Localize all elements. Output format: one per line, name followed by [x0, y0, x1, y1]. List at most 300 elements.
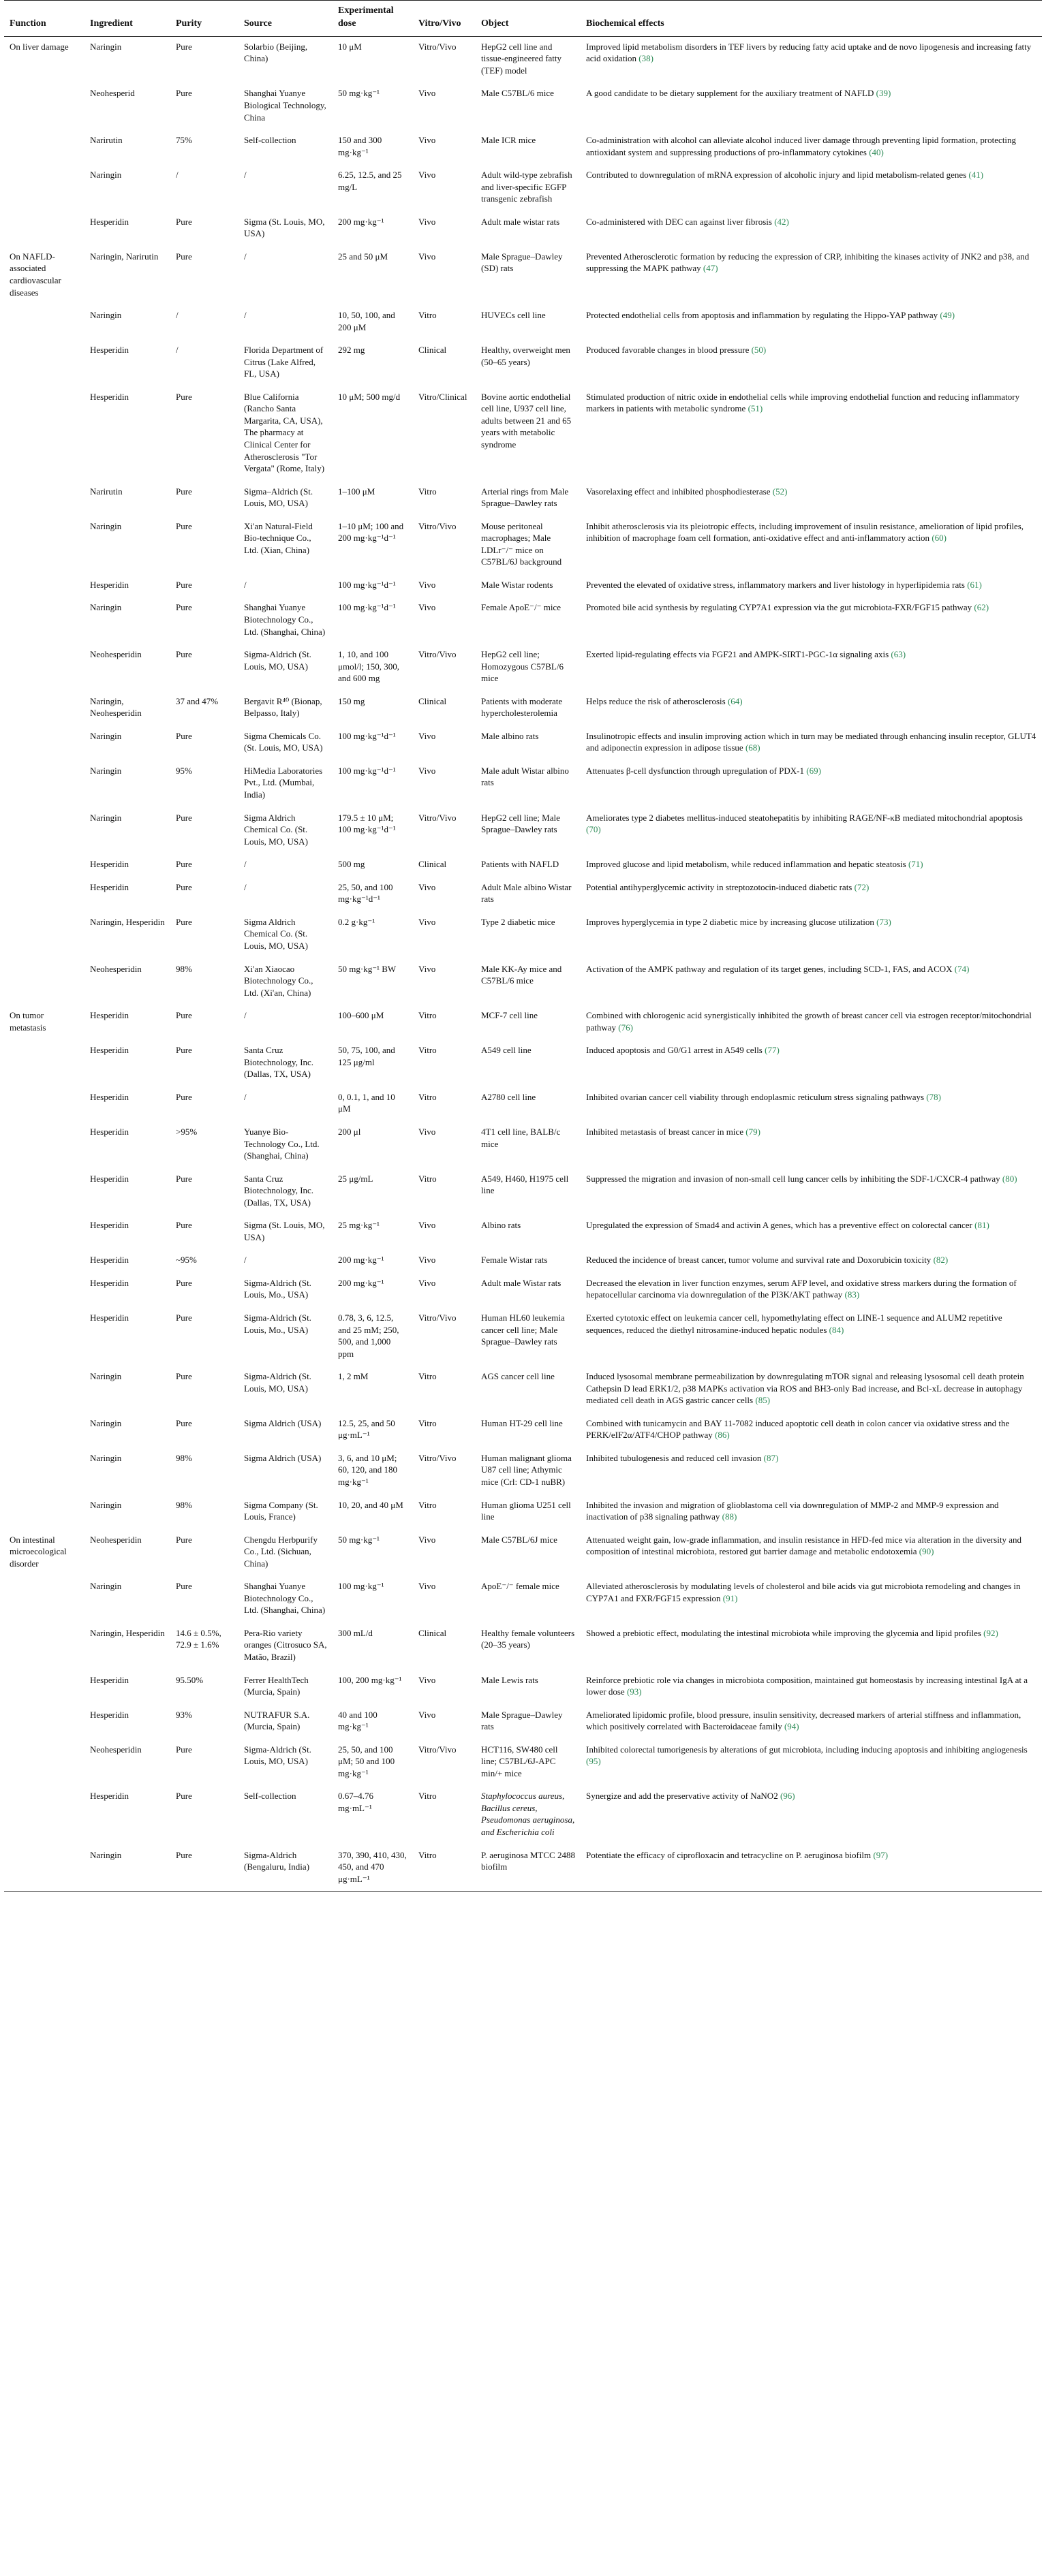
reference-link[interactable]: (50): [751, 345, 767, 356]
cell-ingredient: Naringin: [90, 1452, 122, 1463]
cell-source: Sigma Aldrich Chemical Co. (St. Louis, MO, USA): [244, 812, 308, 847]
reference-link[interactable]: (90): [919, 1546, 934, 1557]
cell-experimental-dose: 25, 50, and 100 mg·kg⁻¹d⁻¹: [338, 881, 393, 905]
effect-text: Reinforce prebiotic role via changes in microbiota composition, maintained gut homeostasis by increasing intestinal IgA at a lower dose: [586, 1674, 1028, 1697]
reference-link[interactable]: (76): [618, 1022, 633, 1033]
cell-source: Sigma Company (St. Louis, France): [244, 1499, 318, 1522]
table-row: [4, 1040, 1042, 1087]
cell-ingredient: Hesperidin: [90, 1312, 129, 1323]
reference-link[interactable]: (72): [854, 881, 870, 892]
cell-biochemical-effects: [581, 854, 1042, 877]
table-row: [4, 726, 1042, 761]
cell-function: [4, 761, 84, 808]
effect-text: Produced favorable changes in blood pressure: [586, 345, 750, 356]
table-row: [4, 854, 1042, 877]
reference-link[interactable]: (38): [639, 53, 653, 64]
cell-object: HepG2 cell line and tissue-engineered fatty (TEF) model: [481, 41, 562, 76]
reference-link[interactable]: (71): [908, 859, 923, 870]
cell-function: [4, 1215, 84, 1250]
cell-biochemical-effects: [581, 597, 1042, 644]
effect-text: Induced apoptosis and G0/G1 arrest in A549 cells: [586, 1045, 763, 1056]
cell-experimental-dose: 50 mg·kg⁻¹: [338, 1534, 380, 1545]
cell-biochemical-effects: [581, 1670, 1042, 1705]
cell-function: [4, 808, 84, 855]
reference-link[interactable]: (77): [765, 1045, 780, 1056]
cell-purity: Pure: [176, 602, 192, 613]
cell-purity: Pure: [176, 579, 192, 590]
cell-source: /: [244, 859, 247, 870]
cell-biochemical-effects: [581, 1215, 1042, 1250]
cell-object: Female ApoE⁻/⁻ mice: [481, 602, 561, 613]
cell-purity: Pure: [176, 1371, 192, 1382]
cell-experimental-dose: 1–10 μM; 100 and 200 mg·kg⁻¹d⁻¹: [338, 520, 404, 544]
cell-object: Male Wistar rodents: [481, 579, 553, 590]
cell-source: Sigma (St. Louis, MO, USA): [244, 1220, 325, 1242]
cell-function: [4, 877, 84, 912]
table-row: [4, 1576, 1042, 1623]
cell-object: Male Sprague–Dawley rats: [481, 1709, 563, 1732]
cell-ingredient: Naringin: [90, 310, 122, 321]
cell-source: /: [244, 579, 247, 590]
cell-function: [4, 1623, 84, 1670]
table-row: [4, 482, 1042, 516]
cell-purity: Pure: [176, 251, 192, 262]
table-row: [4, 1845, 1042, 1892]
effect-text: Potential antihyperglycemic activity in streptozotocin-induced diabetic rats: [586, 881, 852, 892]
cell-ingredient: Naringin: [90, 812, 122, 823]
table-row: [4, 1740, 1042, 1787]
cell-purity: 75%: [176, 135, 192, 146]
cell-object: Arterial rings from Male Sprague–Dawley rats: [481, 486, 569, 509]
cell-ingredient: Hesperidin: [90, 1010, 129, 1021]
cell-biochemical-effects: [581, 1040, 1042, 1087]
cell-biochemical-effects: [581, 1576, 1042, 1623]
cell-function: [4, 482, 84, 516]
reference-link[interactable]: (81): [974, 1220, 989, 1231]
cell-object: Human HL60 leukemia cancer cell line; Male Sprague–Dawley rats: [481, 1312, 565, 1347]
cell-object: Type 2 diabetic mice: [481, 916, 555, 927]
cell-source: Self-collection: [244, 1791, 296, 1802]
cell-biochemical-effects: [581, 1845, 1042, 1892]
cell-purity: Pure: [176, 1312, 192, 1323]
cell-experimental-dose: 500 mg: [338, 859, 365, 870]
cell-vitro-vivo: Vitro: [418, 1045, 437, 1056]
cell-vitro-vivo: Vitro: [418, 1173, 437, 1184]
cell-source: Pera-Rio variety oranges (Citrosuco SA, Matão, Brazil): [244, 1627, 327, 1663]
cell-function: [4, 1169, 84, 1216]
cell-source: Sigma Chemicals Co. (St. Louis, MO, USA): [244, 730, 323, 753]
reference-link[interactable]: (96): [780, 1791, 795, 1802]
reference-link[interactable]: (84): [829, 1324, 844, 1335]
cell-source: /: [244, 170, 247, 180]
cell-biochemical-effects: [581, 165, 1042, 212]
cell-ingredient: Hesperidin: [90, 579, 129, 590]
cell-object: Healthy, overweight men (50–65 years): [481, 345, 570, 367]
cell-ingredient: Hesperidin: [90, 881, 129, 892]
effect-text: Improves hyperglycemia in type 2 diabetic mice by increasing glucose utilization: [586, 916, 874, 927]
cell-function: [4, 1308, 84, 1366]
cell-vitro-vivo: Vitro: [418, 310, 437, 321]
cell-experimental-dose: 0, 0.1, 1, and 10 μM: [338, 1091, 395, 1114]
cell-purity: Pure: [176, 1010, 192, 1021]
cell-ingredient: Naringin: [90, 765, 122, 776]
header-purity: Purity: [170, 1, 239, 37]
table-row: [4, 1530, 1042, 1577]
cell-experimental-dose: 6.25, 12.5, and 25 mg/L: [338, 170, 402, 192]
cell-vitro-vivo: Clinical: [418, 859, 447, 870]
table-row: [4, 1273, 1042, 1308]
cell-experimental-dose: 100 mg·kg⁻¹d⁻¹: [338, 579, 396, 590]
cell-function: [4, 1705, 84, 1740]
cell-experimental-dose: 1–100 μM: [338, 486, 375, 497]
cell-source: Sigma-Aldrich (St. Louis, MO, USA): [244, 1744, 311, 1767]
cell-ingredient: Neohesperidin: [90, 963, 142, 974]
reference-link[interactable]: (49): [940, 310, 955, 321]
cell-experimental-dose: 0.67–4.76 mg·mL⁻¹: [338, 1791, 373, 1813]
cell-object: P. aeruginosa MTCC 2488 biofilm: [476, 1845, 581, 1892]
cell-ingredient: Neohesperidin: [90, 1744, 142, 1755]
cell-vitro-vivo: Vivo: [418, 881, 436, 892]
cell-source: /: [244, 251, 247, 262]
cell-purity: Pure: [176, 1581, 192, 1592]
cell-object: HCT116, SW480 cell line; C57BL/6J-APC min/+ mice: [481, 1744, 558, 1778]
cell-ingredient: Naringin: [90, 602, 122, 613]
table-row: [4, 340, 1042, 387]
cell-biochemical-effects: [581, 83, 1042, 130]
reference-link[interactable]: (69): [806, 765, 821, 776]
reference-link[interactable]: (97): [873, 1849, 889, 1860]
cell-ingredient: Naringin: [90, 730, 122, 741]
cell-vitro-vivo: Vitro/Vivo: [418, 520, 457, 531]
cell-experimental-dose: 200 mg·kg⁻¹: [338, 1277, 384, 1288]
cell-experimental-dose: 12.5, 25, and 50 μg·mL⁻¹: [338, 1417, 395, 1441]
cell-object: Male Sprague–Dawley (SD) rats: [481, 251, 563, 274]
reference-link[interactable]: (73): [876, 916, 891, 927]
cell-source: /: [244, 310, 247, 321]
cell-function: [4, 1087, 84, 1122]
cell-purity: Pure: [176, 1417, 192, 1428]
cell-purity: Pure: [176, 916, 192, 927]
reference-link[interactable]: (86): [715, 1430, 730, 1441]
cell-function: [4, 212, 84, 247]
cell-function: [4, 726, 84, 761]
cell-object: A549 cell line: [481, 1045, 532, 1056]
cell-biochemical-effects: [581, 808, 1042, 855]
reference-link[interactable]: (52): [772, 486, 788, 497]
cell-biochemical-effects: [581, 1623, 1042, 1670]
reference-link[interactable]: (92): [983, 1627, 998, 1638]
effect-text: Combined with chlorogenic acid synergistically inhibited the growth of breast cancer cell via estrogen receptor/mitochondrial pathway: [586, 1010, 1032, 1033]
compound-effects-table: [4, 0, 1042, 1892]
effect-text: Inhibited colorectal tumorigenesis by alterations of gut microbiota, including inducing apoptosis and inhibiting angiogenesis: [586, 1744, 1028, 1755]
cell-ingredient: Hesperidin: [90, 345, 129, 356]
cell-object: Human HT-29 cell line: [481, 1417, 563, 1428]
cell-ingredient: Narirutin: [90, 135, 123, 146]
cell-ingredient: Hesperidin: [90, 1709, 129, 1720]
cell-ingredient: Naringin: [90, 1417, 122, 1428]
cell-experimental-dose: 150 mg: [338, 695, 365, 706]
reference-link[interactable]: (95): [586, 1756, 601, 1767]
cell-source: /: [244, 881, 247, 892]
cell-ingredient: Neohesperid: [90, 88, 135, 99]
cell-biochemical-effects: [581, 644, 1042, 691]
cell-ingredient: Hesperidin: [90, 1791, 129, 1802]
reference-link[interactable]: (60): [932, 533, 947, 544]
cell-vitro-vivo: Vivo: [418, 1126, 436, 1137]
effect-text: Insulinotropic effects and insulin improving action which in turn may be mediated through enhancing insulin receptor, GLUT4 and adiponectin expression in adipose tissue: [586, 730, 1036, 753]
cell-function: [4, 597, 84, 644]
cell-experimental-dose: 0.78, 3, 6, 12.5, and 25 mM; 250, 500, and 1,000 ppm: [338, 1312, 399, 1359]
cell-biochemical-effects: [581, 387, 1042, 482]
cell-biochemical-effects: [581, 1308, 1042, 1366]
reference-link[interactable]: (41): [968, 170, 984, 180]
cell-vitro-vivo: Vitro/Vivo: [418, 1452, 457, 1463]
cell-biochemical-effects: [581, 247, 1042, 305]
cell-vitro-vivo: Vitro: [418, 486, 437, 497]
cell-experimental-dose: 300 mL/d: [338, 1627, 373, 1638]
cell-function: [4, 1576, 84, 1623]
cell-purity: Pure: [176, 1045, 192, 1056]
cell-ingredient: Naringin: [90, 520, 122, 531]
cell-function: [4, 575, 84, 598]
reference-link[interactable]: (83): [844, 1289, 860, 1300]
cell-experimental-dose: 370, 390, 410, 430, 450, and 470 μg·mL⁻¹: [333, 1845, 413, 1892]
cell-vitro-vivo: Vivo: [418, 602, 436, 613]
cell-purity: Pure: [176, 1173, 192, 1184]
effect-text: Reduced the incidence of breast cancer, tumor volume and survival rate and Doxorubicin toxicity: [586, 1255, 932, 1266]
cell-source: Chengdu Herbpurify Co., Ltd. (Sichuan, China): [244, 1534, 318, 1569]
cell-object: Adult Male albino Wistar rats: [481, 881, 572, 905]
cell-ingredient: Hesperidin: [90, 1126, 129, 1137]
cell-function: [4, 1495, 84, 1530]
cell-object: Male KK-Ay mice and C57BL/6 mice: [481, 963, 562, 986]
reference-link[interactable]: (62): [974, 602, 989, 613]
cell-function: [4, 854, 84, 877]
table-row: [4, 247, 1042, 305]
cell-vitro-vivo: Vivo: [418, 88, 436, 99]
effect-text: Activation of the AMPK pathway and regulation of its target genes, including SCD-1, FAS, and ACOX: [586, 963, 953, 974]
reference-link[interactable]: (51): [748, 403, 763, 414]
cell-source: Xi'an Natural-Field Bio-technique Co., Ltd. (Xian, China): [244, 520, 313, 555]
reference-link[interactable]: (64): [727, 695, 743, 706]
effect-text: Ameliorated lipidomic profile, blood pressure, insulin sensitivity, decreased markers of arterial stiffness and inflammation, which positively correlated with Bacteroidaceae family: [586, 1709, 1021, 1732]
cell-ingredient: Narirutin: [90, 486, 123, 497]
cell-purity: Pure: [176, 41, 192, 52]
cell-function: [4, 1273, 84, 1308]
reference-link[interactable]: (39): [876, 88, 891, 99]
cell-experimental-dose: 25 and 50 μM: [338, 251, 388, 262]
table-row: [4, 877, 1042, 912]
cell-ingredient: Naringin: [90, 170, 122, 180]
cell-function: [4, 1786, 84, 1844]
cell-ingredient: Hesperidin: [90, 859, 129, 870]
reference-link[interactable]: (88): [722, 1511, 737, 1522]
cell-experimental-dose: 10 μM: [338, 41, 362, 52]
cell-vitro-vivo: Vitro/Vivo: [418, 41, 457, 52]
cell-biochemical-effects: [581, 340, 1042, 387]
cell-ingredient: Naringin: [90, 1581, 122, 1592]
cell-object: Male ICR mice: [481, 135, 536, 146]
header-ingredient: Ingredient: [84, 1, 170, 37]
cell-function: [4, 959, 84, 1006]
cell-function: [4, 1740, 84, 1787]
table-row: [4, 1786, 1042, 1844]
cell-vitro-vivo: Vitro: [418, 1371, 437, 1382]
table-row: [4, 516, 1042, 575]
reference-link[interactable]: (79): [745, 1126, 760, 1137]
cell-source: /: [244, 1091, 247, 1102]
table-row: [4, 36, 1042, 83]
cell-purity: 93%: [176, 1709, 192, 1720]
cell-vitro-vivo: Vivo: [418, 135, 436, 146]
effect-text: Promoted bile acid synthesis by regulating CYP7A1 expression via the gut microbiota-FXR/FGF15 pathway: [586, 602, 972, 613]
cell-source: Shanghai Yuanye Biotechnology Co., Ltd. (Shanghai, China): [244, 602, 326, 637]
cell-purity: /: [176, 345, 179, 356]
cell-experimental-dose: 150 and 300 mg·kg⁻¹: [338, 135, 382, 157]
cell-vitro-vivo: Vitro/Clinical: [418, 391, 467, 402]
reference-link[interactable]: (91): [722, 1592, 738, 1603]
table-row: [4, 691, 1042, 726]
cell-ingredient: Naringin: [90, 41, 122, 52]
cell-object: Male Lewis rats: [481, 1674, 538, 1685]
effect-text: Contributed to downregulation of mRNA expression of alcoholic injury and lipid metabolism-related genes: [586, 170, 967, 180]
cell-vitro-vivo: Vivo: [418, 916, 436, 927]
cell-vitro-vivo: Vitro: [418, 1791, 437, 1802]
reference-link[interactable]: (85): [755, 1395, 771, 1406]
cell-experimental-dose: 292 mg: [338, 345, 365, 356]
reference-link[interactable]: (82): [933, 1255, 949, 1266]
reference-link[interactable]: (93): [626, 1686, 642, 1697]
cell-object: HUVECs cell line: [481, 310, 546, 321]
effect-text: Helps reduce the risk of atherosclerosis: [586, 695, 726, 706]
cell-biochemical-effects: [581, 575, 1042, 598]
effect-text: Improved glucose and lipid metabolism, while reduced inflammation and hepatic steatosis: [586, 859, 906, 870]
cell-function: [4, 1845, 84, 1892]
table-row: [4, 1670, 1042, 1705]
effect-text: Decreased the elevation in liver function enzymes, serum AFP level, and oxidative stress markers during the formation of hepatocellular carcinoma via downregulation of the PI3K/AKT pathway: [586, 1277, 1017, 1300]
cell-biochemical-effects: [581, 912, 1042, 959]
cell-ingredient: Hesperidin: [90, 216, 129, 227]
cell-biochemical-effects: [581, 726, 1042, 761]
cell-biochemical-effects: [581, 482, 1042, 516]
cell-vitro-vivo: Clinical: [418, 345, 447, 356]
cell-vitro-vivo: Vitro: [418, 1010, 437, 1021]
cell-object: Patients with NAFLD: [481, 859, 559, 870]
effect-text: Inhibited metastasis of breast cancer in mice: [586, 1126, 744, 1137]
cell-biochemical-effects: [581, 1530, 1042, 1577]
effect-text: Combined with tunicamycin and BAY 11-7082 induced apoptotic cell death in colon cancer via oxidative stress and the PERK/eIF2α/ATF4/CHOP pathway: [586, 1417, 1010, 1441]
reference-link[interactable]: (78): [926, 1091, 941, 1102]
reference-link[interactable]: (74): [954, 963, 970, 974]
reference-link[interactable]: (70): [586, 824, 601, 835]
table-row: [4, 83, 1042, 130]
cell-ingredient: Naringin: [90, 1371, 122, 1382]
cell-biochemical-effects: [581, 1448, 1042, 1495]
cell-function: [4, 1122, 84, 1169]
cell-purity: Pure: [176, 1744, 192, 1755]
effect-text: A good candidate to be dietary supplement for the auxiliary treatment of NAFLD: [586, 88, 874, 99]
cell-biochemical-effects: [581, 1366, 1042, 1413]
cell-experimental-dose: 25 mg·kg⁻¹: [338, 1220, 380, 1231]
cell-biochemical-effects: [581, 1495, 1042, 1530]
effect-text: Alleviated atherosclerosis by modulating levels of cholesterol and bile acids via gut microbiota remodeling and changes in CYP7A1 and FXR/FGF15 expression: [586, 1581, 1021, 1603]
table-row: [4, 1122, 1042, 1169]
reference-link[interactable]: (42): [774, 216, 789, 227]
cell-source: Sigma-Aldrich (St. Louis, Mo., USA): [244, 1277, 311, 1300]
cell-vitro-vivo: Vivo: [418, 579, 436, 590]
cell-purity: Pure: [176, 812, 192, 823]
cell-purity: Pure: [176, 1220, 192, 1231]
cell-vitro-vivo: Vitro: [418, 1417, 437, 1428]
effect-text: Potentiate the efficacy of ciprofloxacin and tetracycline on P. aeruginosa biofilm: [586, 1849, 872, 1860]
cell-purity: 95%: [176, 765, 192, 776]
cell-object: Male C57BL/6J mice: [481, 1534, 557, 1545]
effect-text: Inhibited the invasion and migration of glioblastoma cell via downregulation of MMP-2 and MMP-9 expression and inactivation of p38 signaling pathway: [586, 1499, 999, 1522]
cell-source: Sigma-Aldrich (St. Louis, Mo., USA): [244, 1312, 311, 1335]
cell-biochemical-effects: [581, 36, 1042, 83]
cell-function: [4, 1366, 84, 1413]
cell-purity: 98%: [176, 1452, 192, 1463]
table-row: [4, 165, 1042, 212]
reference-link[interactable]: (87): [763, 1452, 779, 1463]
cell-vitro-vivo: Clinical: [418, 1627, 447, 1638]
reference-link[interactable]: (94): [784, 1721, 799, 1732]
cell-ingredient: Hesperidin: [90, 1277, 129, 1288]
cell-function: On tumor metastasis: [10, 1010, 46, 1033]
cell-ingredient: Hesperidin: [90, 1220, 129, 1231]
effect-text: Induced lysosomal membrane permeabilization by downregulating mTOR signal and releasing lysosomal cell death protein Cathepsin D lead ERK1/2, p38 MAPKs activation via ROS and BH3-only Bad increase, and Bcl-xL decrease in autophagy mediated cell death in AGS gastric cancer cells: [586, 1371, 1024, 1406]
table-row: [4, 1705, 1042, 1740]
cell-object: ApoE⁻/⁻ female mice: [481, 1581, 559, 1592]
cell-experimental-dose: 200 mg·kg⁻¹: [338, 216, 384, 227]
cell-function: [4, 1670, 84, 1705]
effect-text: Co-administration with alcohol can alleviate alcohol induced liver damage through preventing lipid formation, protecting antioxidant system and suppressing productions of pro-inflammatory cytokines: [586, 135, 1017, 157]
cell-function: On intestinal microecological disorder: [10, 1534, 67, 1569]
reference-link[interactable]: (80): [1002, 1173, 1017, 1184]
cell-object: HepG2 cell line; Homozygous C57BL/6 mice: [481, 649, 564, 684]
cell-ingredient: Naringin: [84, 1845, 170, 1892]
cell-biochemical-effects: [581, 1250, 1042, 1273]
cell-source: Blue California (Rancho Santa Margarita, CA, USA), The pharmacy at Clinical Center for Atherosclerosis "Tor Vergata" (Rome, Italy): [244, 391, 325, 474]
cell-object: AGS cancer cell line: [481, 1371, 555, 1382]
cell-biochemical-effects: [581, 877, 1042, 912]
reference-link[interactable]: (61): [967, 579, 982, 590]
reference-link[interactable]: (47): [703, 263, 718, 274]
cell-purity: Pure: [176, 1791, 192, 1802]
reference-link[interactable]: (40): [869, 146, 884, 157]
reference-link[interactable]: (63): [891, 649, 906, 660]
cell-object: 4T1 cell line, BALB/c mice: [481, 1126, 561, 1149]
cell-object: Adult male Wistar rats: [481, 1277, 562, 1288]
cell-ingredient: Hesperidin: [90, 1255, 129, 1266]
effect-text: Improved lipid metabolism disorders in TEF livers by reducing fatty acid uptake and de novo lipogenesis and increasing fatty acid oxidation: [586, 41, 1032, 64]
table-row: [4, 959, 1042, 1006]
cell-vitro-vivo: Vivo: [418, 730, 436, 741]
cell-purity: 98%: [176, 1499, 192, 1510]
table-row: [4, 597, 1042, 644]
header-source: Source: [239, 1, 333, 37]
effect-text: Co-administered with DEC can against liver fibrosis: [586, 216, 772, 227]
table-row: [4, 912, 1042, 959]
cell-experimental-dose: 25, 50, and 100 μM; 50 and 100 mg·kg⁻¹: [338, 1744, 395, 1778]
cell-ingredient: Naringin, Hesperidin: [90, 916, 165, 927]
cell-source: Bergavit R⁴⁰ (Bionap, Belpasso, Italy): [244, 695, 322, 719]
effect-text: Protected endothelial cells from apoptosis and inflammation by regulating the Hippo-YAP pathway: [586, 310, 938, 321]
reference-link[interactable]: (68): [745, 742, 760, 753]
cell-purity: 95.50%: [176, 1674, 204, 1685]
table-row: [4, 1250, 1042, 1273]
cell-experimental-dose: 50, 75, 100, and 125 μg/ml: [338, 1045, 395, 1067]
